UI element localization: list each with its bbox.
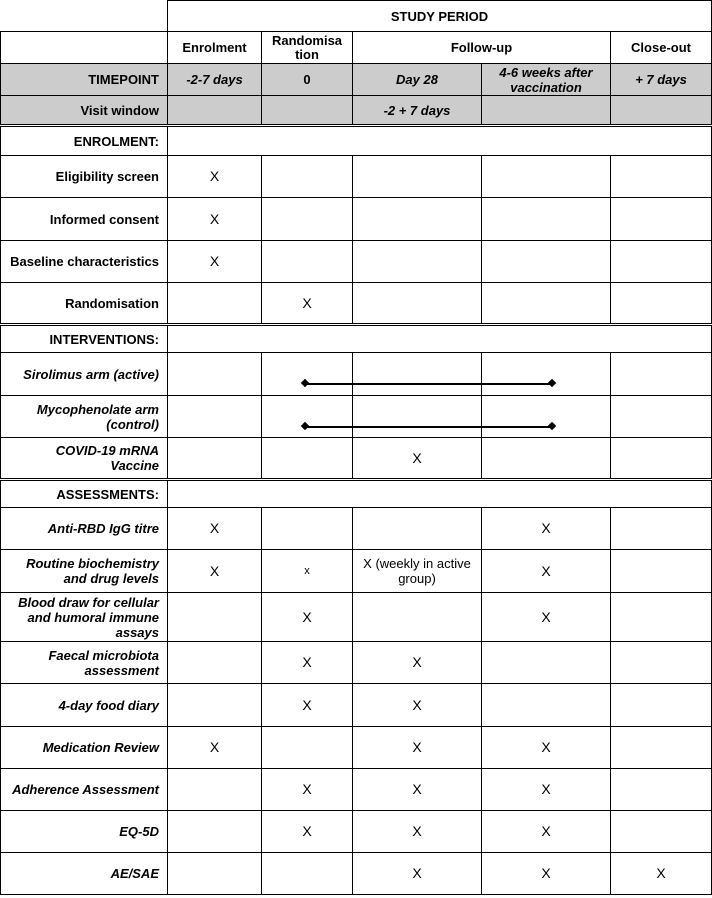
cell-empty [611, 642, 712, 684]
visit-window-cell [611, 96, 712, 126]
section-spacer [168, 480, 712, 508]
section-spacer [168, 126, 712, 156]
cell-mark: X [168, 156, 262, 198]
cell-empty [168, 353, 262, 396]
visit-window-label: Visit window [1, 96, 168, 126]
visit-window-value: -2 + 7 days [353, 96, 482, 126]
cell-mark: X [262, 811, 353, 853]
cell-empty [262, 396, 353, 438]
cell-empty [168, 684, 262, 727]
row-label-adherence: Adherence Assessment [1, 769, 168, 811]
cell-empty [482, 353, 611, 396]
row-label-food-diary: 4-day food diary [1, 684, 168, 727]
cell-mark: X [353, 642, 482, 684]
section-enrolment: ENROLMENT: [1, 126, 168, 156]
phase-close-out: Close-out [611, 32, 712, 64]
row-label-ae-sae: AE/SAE [1, 853, 168, 895]
cell-mark: X [482, 853, 611, 895]
cell-empty [168, 811, 262, 853]
cell-empty [168, 769, 262, 811]
timepoint-label: TIMEPOINT [1, 64, 168, 96]
row-label-blood-draw: Blood draw for cellular and humoral immune assays [1, 593, 168, 642]
timepoint-day28: Day 28 [353, 64, 482, 96]
cell-mark: X [353, 727, 482, 769]
timepoint-enrolment: -2-7 days [168, 64, 262, 96]
cell-mark: X [262, 642, 353, 684]
cell-mark: X [353, 769, 482, 811]
row-label-sirolimus: Sirolimus arm (active) [1, 353, 168, 396]
cell-mark: X [482, 508, 611, 550]
cell-empty [168, 438, 262, 480]
cell-empty [168, 642, 262, 684]
row-label-mycophenolate: Mycophenolate arm (control) [1, 396, 168, 438]
cell-empty [353, 353, 482, 396]
cell-empty [611, 396, 712, 438]
cell-empty [482, 642, 611, 684]
row-label-biochemistry: Routine biochemistry and drug levels [1, 550, 168, 593]
row-label-eligibility: Eligibility screen [1, 156, 168, 198]
cell-empty [611, 593, 712, 642]
cell-empty [611, 508, 712, 550]
phase-blank-cell [1, 32, 168, 64]
cell-mark: X [262, 684, 353, 727]
cell-mark: X [168, 727, 262, 769]
row-label-medication: Medication Review [1, 727, 168, 769]
row-label-anti-rbd: Anti-RBD IgG titre [1, 508, 168, 550]
cell-empty [353, 508, 482, 550]
phase-randomisation: Randomisa tion [262, 32, 353, 64]
cell-mark: X [353, 438, 482, 480]
cell-empty [482, 438, 611, 480]
cell-empty [611, 811, 712, 853]
cell-mark: X [482, 593, 611, 642]
mycophenolate-duration-line [305, 426, 552, 428]
section-spacer [168, 325, 712, 353]
timepoint-close-out: + 7 days [611, 64, 712, 96]
cell-empty [353, 593, 482, 642]
cell-mark: X [482, 550, 611, 593]
cell-empty [611, 241, 712, 283]
cell-mark: X [482, 811, 611, 853]
cell-empty [353, 198, 482, 241]
cell-empty [611, 769, 712, 811]
cell-empty [168, 853, 262, 895]
cell-mark: X [482, 727, 611, 769]
cell-empty [482, 283, 611, 325]
cell-empty [262, 156, 353, 198]
cell-empty [168, 593, 262, 642]
phase-follow-up: Follow-up [353, 32, 611, 64]
cell-mark: X [262, 283, 353, 325]
timepoint-randomisation: 0 [262, 64, 353, 96]
cell-empty [353, 156, 482, 198]
cell-empty [262, 727, 353, 769]
cell-empty [482, 241, 611, 283]
cell-empty [482, 396, 611, 438]
cell-empty [262, 353, 353, 396]
cell-mark: X [353, 811, 482, 853]
row-label-faecal: Faecal microbiota assessment [1, 642, 168, 684]
cell-empty [611, 727, 712, 769]
cell-mark-note: X (weekly in active group) [353, 550, 482, 593]
cell-empty [611, 438, 712, 480]
cell-empty [262, 241, 353, 283]
cell-empty [353, 283, 482, 325]
cell-mark: X [482, 769, 611, 811]
cell-mark: X [168, 550, 262, 593]
cell-mark: X [168, 198, 262, 241]
cell-empty [262, 853, 353, 895]
cell-mark: x [262, 550, 353, 593]
visit-window-cell [168, 96, 262, 126]
cell-empty [262, 198, 353, 241]
section-assessments: ASSESSMENTS: [1, 480, 168, 508]
cell-empty [611, 156, 712, 198]
cell-empty [168, 283, 262, 325]
cell-empty [611, 353, 712, 396]
cell-empty [482, 198, 611, 241]
phase-enrolment: Enrolment [168, 32, 262, 64]
sirolimus-duration-line [305, 383, 552, 385]
cell-empty [482, 156, 611, 198]
row-label-randomisation: Randomisation [1, 283, 168, 325]
cell-mark: X [262, 769, 353, 811]
cell-mark: X [353, 853, 482, 895]
row-label-eq5d: EQ-5D [1, 811, 168, 853]
cell-empty [611, 283, 712, 325]
row-label-consent: Informed consent [1, 198, 168, 241]
timepoint-4-6-weeks: 4-6 weeks after vaccination [482, 64, 611, 96]
corner-cell [1, 1, 168, 32]
cell-mark: X [262, 593, 353, 642]
cell-mark: X [353, 684, 482, 727]
cell-empty [168, 396, 262, 438]
cell-mark: X [168, 508, 262, 550]
cell-empty [482, 684, 611, 727]
cell-empty [353, 241, 482, 283]
row-label-baseline: Baseline characteristics [1, 241, 168, 283]
visit-window-cell [262, 96, 353, 126]
cell-mark: X [168, 241, 262, 283]
cell-empty [262, 508, 353, 550]
cell-empty [353, 396, 482, 438]
section-interventions: INTERVENTIONS: [1, 325, 168, 353]
cell-empty [611, 684, 712, 727]
cell-empty [262, 438, 353, 480]
study-period-header: STUDY PERIOD [168, 1, 712, 32]
row-label-vaccine: COVID-19 mRNA Vaccine [1, 438, 168, 480]
visit-window-cell [482, 96, 611, 126]
cell-empty [611, 550, 712, 593]
cell-mark: X [611, 853, 712, 895]
cell-empty [611, 198, 712, 241]
